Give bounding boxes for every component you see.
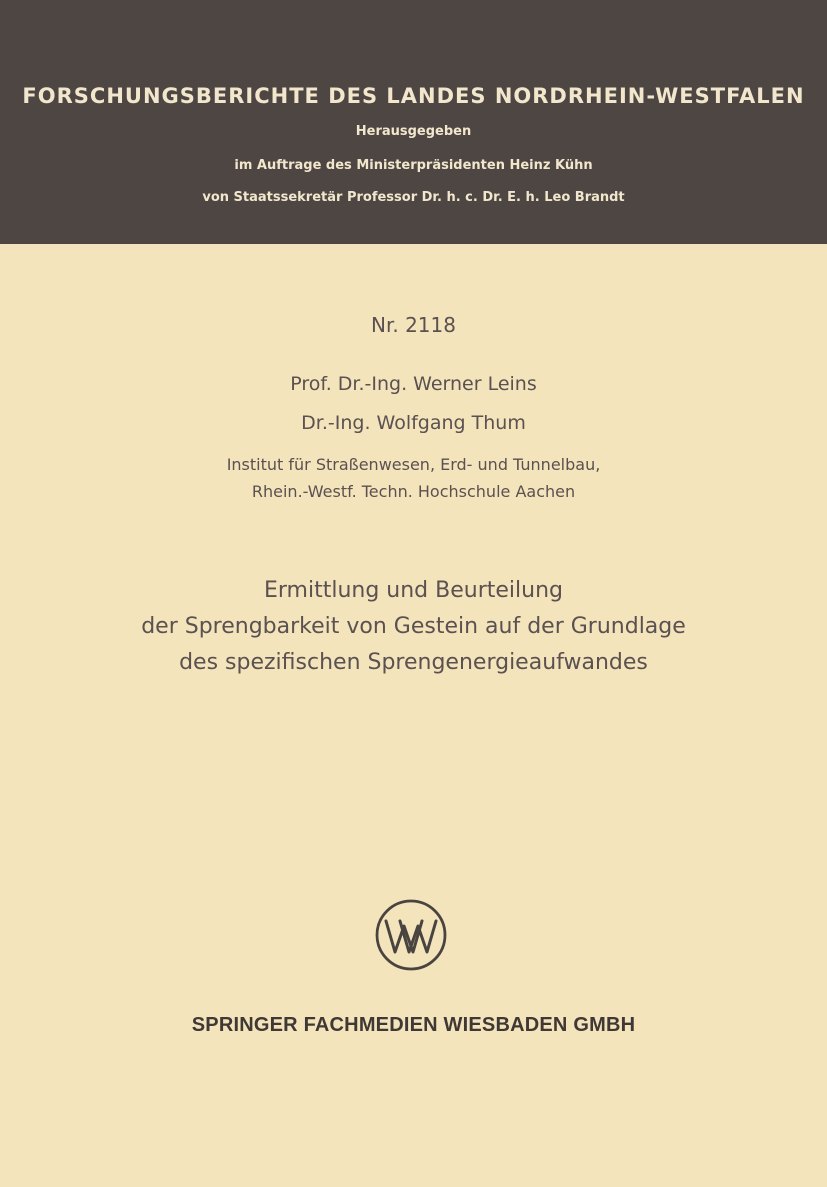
title-line-3: des spezifischen Sprengenergieaufwandes: [179, 650, 648, 675]
header-band: [0, 0, 827, 244]
book-title: [0, 573, 827, 681]
title-line-2: der Sprengbarkeit von Gestein auf der Grundlage: [141, 614, 686, 639]
author-1: Prof. Dr.-Ing. Werner Leins: [290, 373, 537, 395]
publisher-name: SPRINGER FACHMEDIEN WIESBADEN GMBH: [191, 1014, 636, 1036]
institution-line-1: Institut für Straßenwesen, Erd- und Tunnelbau,: [226, 455, 601, 474]
institution-line-2: Rhein.-Westf. Techn. Hochschule Aachen: [251, 482, 576, 501]
series-title: FORSCHUNGSBERICHTE DES LANDES NORDRHEIN-WESTFALEN: [22, 84, 805, 108]
editor-line-2: im Auftrage des Ministerpräsidenten Heinz Kühn: [234, 158, 593, 173]
ww-publisher-logo-icon: [374, 898, 448, 972]
editor-line-3: von Staatssekretär Professor Dr. h. c. Dr. E. h. Leo Brandt: [202, 190, 625, 205]
author-2: Dr.-Ing. Wolfgang Thum: [301, 412, 526, 434]
title-line-1: Ermittlung und Beurteilung: [263, 578, 563, 603]
editor-line-1: Herausgegeben: [355, 124, 472, 139]
report-number: Nr. 2118: [371, 313, 456, 337]
